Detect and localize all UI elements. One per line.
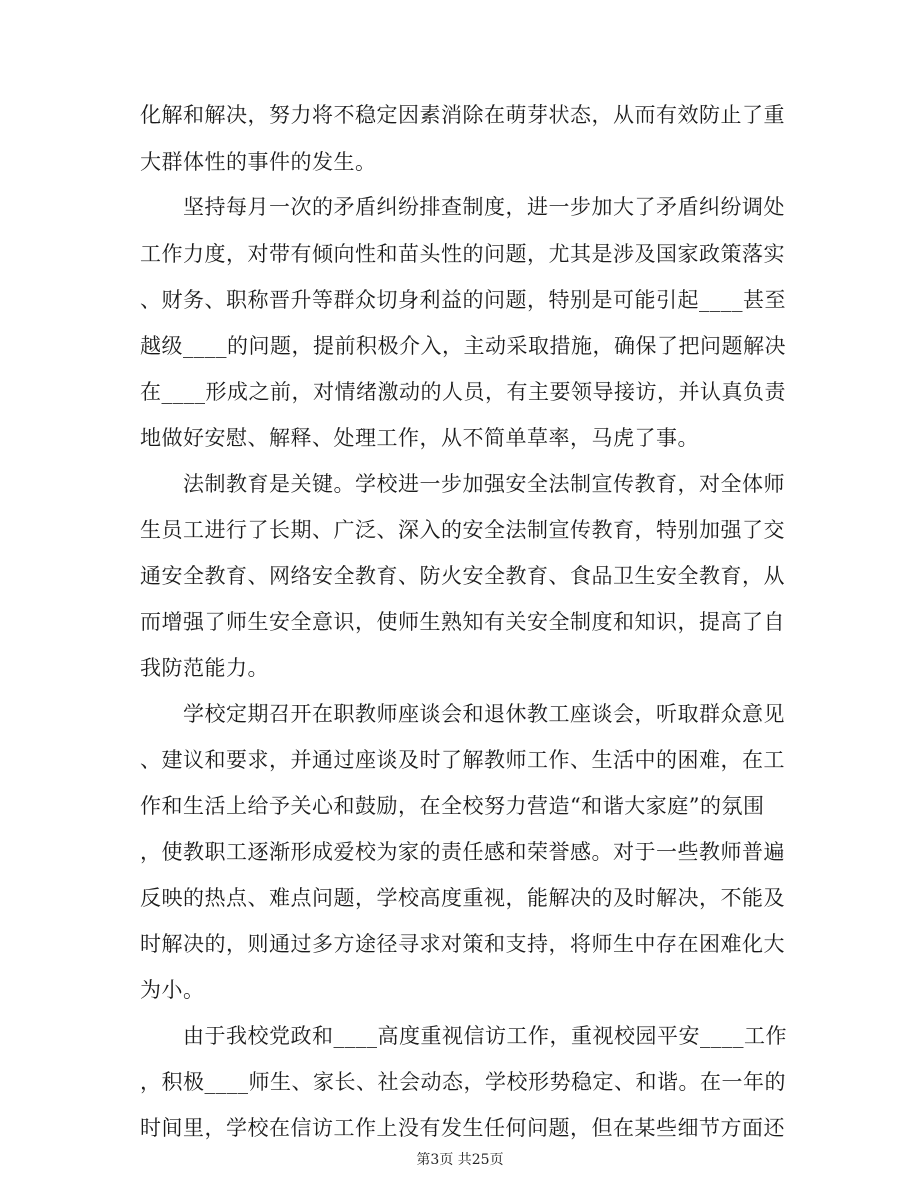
page-number-footer: 第3页 共25页 bbox=[416, 1152, 504, 1168]
text-line: ，使教职工逐渐形成爱校为家的责任感和荣誉感。对于一些教师普遍 bbox=[140, 840, 785, 864]
text-line: 反映的热点、难点问题，学校高度重视，能解决的及时解决，不能及 bbox=[140, 886, 785, 910]
text-line: 坚持每月一次的矛盾纠纷排查制度，进一步加大了矛盾纠纷调处 bbox=[140, 195, 785, 219]
text-line: 法制教育是关键。学校进一步加强安全法制宣传教育，对全体师 bbox=[140, 472, 785, 496]
text-line: 、建议和要求，并通过座谈及时了解教师工作、生活中的困难，在工 bbox=[140, 748, 785, 772]
text-line: 化解和解决，努力将不稳定因素消除在萌芽状态，从而有效防止了重 bbox=[140, 103, 785, 127]
text-line: 为小。 bbox=[140, 978, 205, 1002]
text-line: 由于我校党政和____高度重视信访工作，重视校园平安____工作 bbox=[140, 1024, 787, 1048]
text-line: 而增强了师生安全意识，使师生熟知有关安全制度和知识，提高了自 bbox=[140, 610, 785, 634]
text-line: ，积极____师生、家长、社会动态，学校形势稳定、和谐。在一年的 bbox=[140, 1070, 786, 1094]
text-line: 、财务、职称晋升等群众切身利益的问题，特别是可能引起____甚至 bbox=[140, 288, 786, 312]
text-line: 作和生活上给予关心和鼓励，在全校努力营造“和谐大家庭”的氛围 bbox=[140, 794, 765, 818]
text-line: 我防范能力。 bbox=[140, 656, 269, 680]
text-line: 大群体性的事件的发生。 bbox=[140, 150, 377, 174]
text-line: 学校定期召开在职教师座谈会和退休教工座谈会，听取群众意见 bbox=[140, 702, 785, 726]
text-line: 时间里，学校在信访工作上没有发生任何问题，但在某些细节方面还 bbox=[140, 1116, 785, 1140]
text-line: 越级____的问题，提前积极介入，主动采取措施，确保了把问题解决 bbox=[140, 334, 786, 358]
text-line: 在____形成之前，对情绪激动的人员，有主要领导接访，并认真负责 bbox=[140, 380, 786, 404]
text-line: 通安全教育、网络安全教育、防火安全教育、食品卫生安全教育，从 bbox=[140, 564, 785, 588]
text-line: 地做好安慰、解释、处理工作，从不简单草率，马虎了事。 bbox=[140, 426, 699, 450]
text-line: 生员工进行了长期、广泛、深入的安全法制宣传教育，特别加强了交 bbox=[140, 518, 785, 542]
text-line: 工作力度，对带有倾向性和苗头性的问题，尤其是涉及国家政策落实 bbox=[140, 242, 785, 266]
text-line: 时解决的，则通过多方途径寻求对策和支持，将师生中存在困难化大 bbox=[140, 932, 785, 956]
